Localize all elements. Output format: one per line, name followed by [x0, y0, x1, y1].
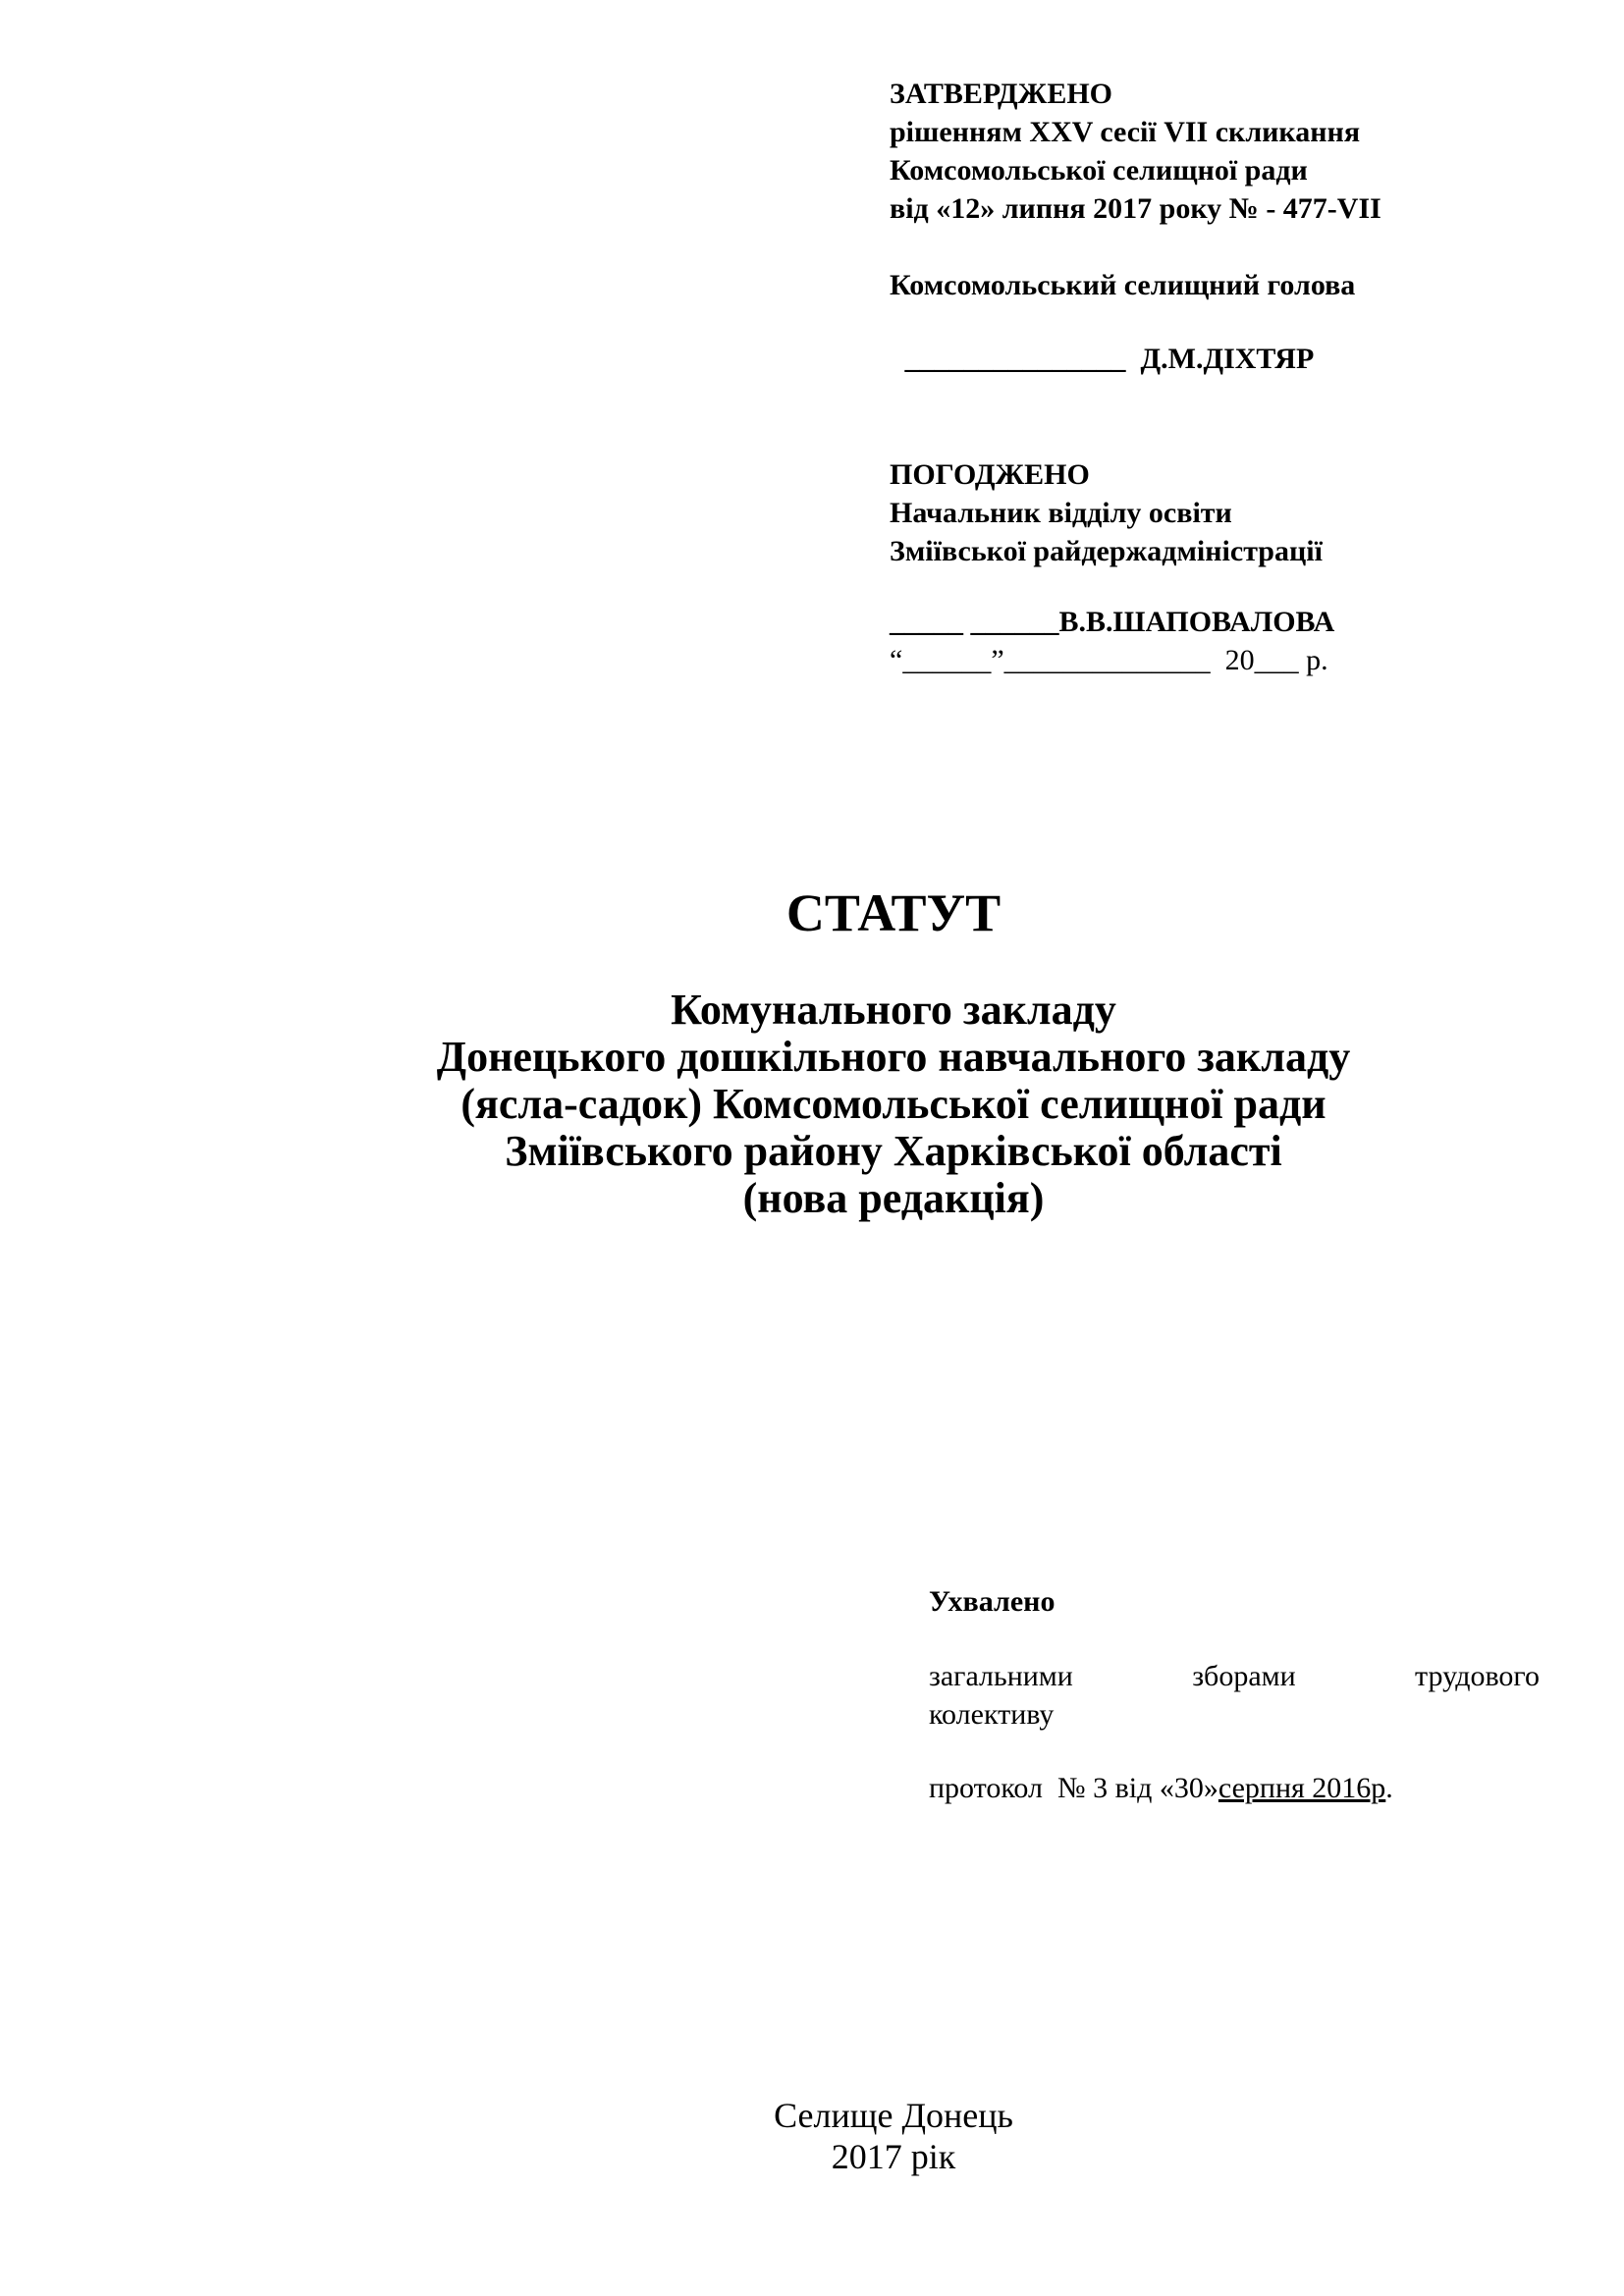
agreed-position-line: Начальник відділу освіти [890, 497, 1232, 529]
agreed-date-text: “______”______________ 20___ р. [890, 644, 1328, 676]
agreed-date-line [890, 641, 1328, 679]
document-subtitle [0, 987, 1624, 1222]
protocol-date: серпня 2016р [1218, 1772, 1386, 1804]
agreed-heading: ПОГОДЖЕНО [890, 458, 1090, 491]
subtitle-line-3: (ясла-садок) Комсомольської селищної ради [460, 1080, 1326, 1128]
endorsed-word-2: зборами [1192, 1660, 1296, 1692]
endorsed-by-line-1 [929, 1657, 1540, 1695]
footer-place: Селище Донець [774, 2096, 1013, 2135]
agreed-organization-line: Зміївської райдержадміністрації [890, 535, 1323, 567]
agreed-signature-line [890, 603, 1334, 641]
approval-heading: ЗАТВЕРДЖЕНО [890, 78, 1112, 110]
document-title: СТАТУТ [785, 883, 1001, 942]
endorsed-by-text [929, 1657, 1540, 1734]
approval-block [890, 75, 1381, 228]
protocol-suffix: . [1385, 1772, 1393, 1804]
approval-date-line: від «12» липня 2017 року № - 477-VII [890, 192, 1381, 225]
subtitle-line-2: Донецького дошкільного навчального закладу [436, 1033, 1351, 1081]
head-signature-text: _______________ Д.М.ДІХТЯР [897, 343, 1315, 375]
protocol-prefix: протокол № 3 від «30» [929, 1772, 1218, 1804]
subtitle-line-4: Зміївського району Харківської області [505, 1127, 1282, 1175]
agreed-block [890, 455, 1323, 570]
endorsed-label: Ухвалено [929, 1585, 1056, 1618]
endorsed-word-1: загальними [929, 1660, 1073, 1692]
document-footer [0, 2095, 1624, 2177]
approval-session-line: рішенням XXV сесії VII скликання [890, 116, 1361, 148]
head-signature-line [897, 340, 1314, 378]
approval-council-line: Комсомольської селищної ради [890, 154, 1308, 187]
endorsed-word-3: трудового [1415, 1660, 1540, 1692]
footer-year: 2017 рік [831, 2137, 956, 2176]
protocol-line [929, 1769, 1393, 1807]
subtitle-line-1: Комунального закладу [671, 986, 1116, 1034]
endorsed-by-line-2: колективу [929, 1698, 1055, 1731]
agreed-signature-text: _____ ______В.В.ШАПОВАЛОВА [890, 606, 1335, 638]
head-title: Комсомольський селищний голова [890, 269, 1356, 301]
subtitle-line-5: (нова редакція) [742, 1174, 1045, 1222]
